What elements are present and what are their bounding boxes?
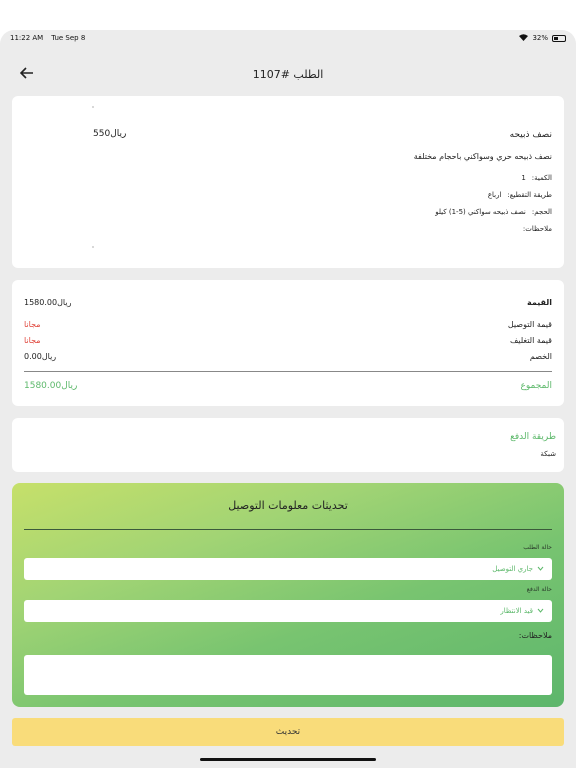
battery-percent: 32% — [532, 34, 548, 42]
product-price: 550ريال — [93, 129, 127, 139]
app-screen — [0, 30, 576, 768]
total-row — [24, 381, 552, 391]
payment-method-title: طريقة الدفع — [510, 432, 556, 442]
delivery-update-card — [12, 483, 564, 707]
size-row — [435, 208, 552, 216]
order-status-select[interactable] — [24, 558, 552, 580]
chevron-down-icon — [537, 607, 544, 615]
delivery-value: مجانا — [24, 320, 41, 329]
notes-row — [523, 225, 552, 233]
product-card — [12, 96, 564, 268]
discount-row — [24, 352, 552, 361]
order-status-value: جاري التوصيل — [492, 565, 533, 573]
product-description: نصف ذبيحه حري وسواكني باحجام مختلفة — [413, 152, 552, 161]
image-placeholder-dot — [92, 106, 94, 108]
page-title: الطلب #1107 — [252, 67, 324, 81]
quantity-value: 1 — [521, 174, 526, 182]
packaging-row — [24, 336, 552, 345]
discount-label: الخصم — [529, 352, 552, 361]
status-date: Tue Sep 8 — [51, 34, 86, 42]
back-arrow-icon[interactable] — [16, 62, 38, 84]
quantity-label: الكمية: — [531, 174, 552, 182]
product-notes-label: ملاحظات: — [522, 225, 552, 233]
value-title-row — [24, 298, 552, 307]
payment-card — [12, 418, 564, 472]
order-status-label: حالة الطلب — [523, 544, 552, 551]
quantity-row — [521, 174, 552, 182]
image-placeholder-dot — [92, 246, 94, 248]
nav-bar — [0, 54, 576, 94]
delivery-row — [24, 320, 552, 329]
total-label: المجموع — [520, 381, 552, 391]
payment-status-label: حالة الدفع — [526, 586, 552, 593]
payment-status-value: قيد الانتظار — [500, 607, 533, 615]
product-name: نصف ذبيحه — [509, 130, 552, 140]
value-title: القيمة — [527, 298, 552, 307]
chevron-down-icon — [537, 565, 544, 573]
discount-value: 0.00ريال — [24, 352, 57, 361]
wifi-icon — [519, 34, 528, 43]
size-value: نصف ذبيحه سواكني (5-1) كيلو — [435, 208, 526, 216]
divider — [24, 371, 552, 372]
status-time: 11:22 AM — [10, 34, 44, 42]
home-indicator — [200, 758, 376, 761]
delivery-label: قيمة التوصيل — [507, 320, 552, 329]
value-amount: 1580.00ريال — [24, 298, 72, 307]
divider — [24, 529, 552, 530]
size-label: الحجم: — [531, 208, 552, 216]
update-notes-label: ملاحظات: — [518, 631, 552, 640]
value-card — [12, 280, 564, 406]
cutting-row — [488, 191, 552, 199]
battery-icon — [552, 35, 566, 42]
status-bar — [0, 30, 576, 46]
update-button[interactable]: تحديث — [12, 718, 564, 746]
payment-method-value: شبكة — [540, 450, 556, 458]
total-value: 1580.00ريال — [24, 381, 78, 391]
notes-input[interactable] — [24, 655, 552, 695]
packaging-value: مجانا — [24, 336, 41, 345]
cutting-label: طريقة التقطيع: — [507, 191, 552, 199]
update-title: تحديثات معلومات التوصيل — [228, 499, 348, 512]
packaging-label: قيمة التغليف — [510, 336, 552, 345]
payment-status-select[interactable] — [24, 600, 552, 622]
cutting-value: ارباع — [487, 191, 502, 199]
